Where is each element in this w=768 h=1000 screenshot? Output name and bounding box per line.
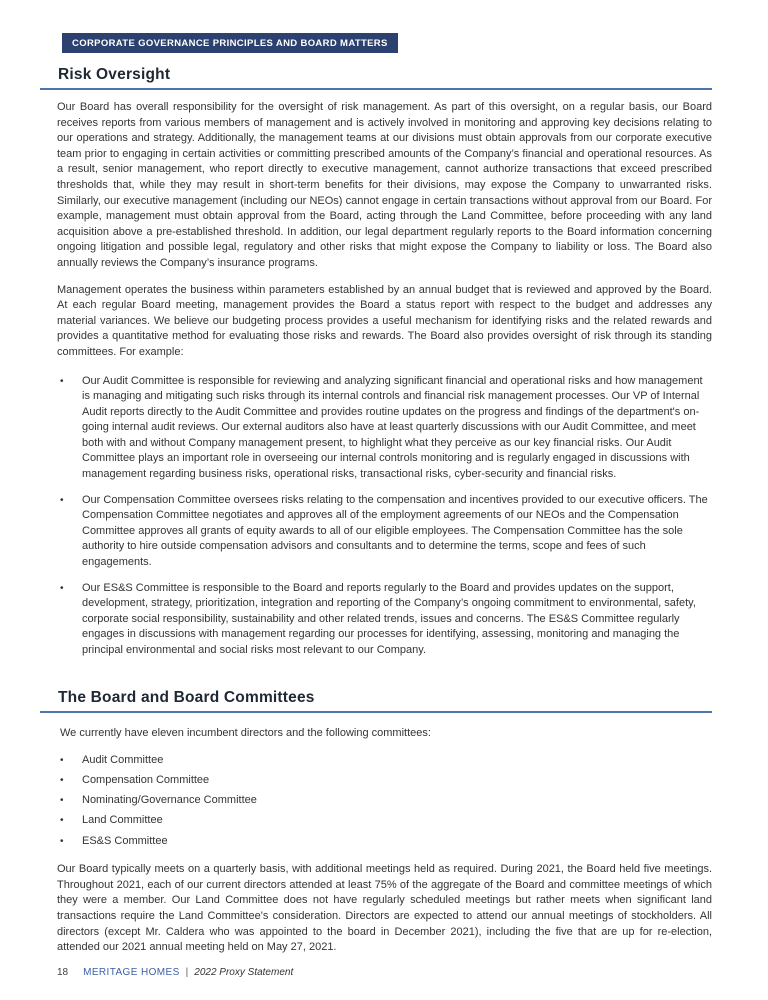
section-banner: CORPORATE GOVERNANCE PRINCIPLES AND BOARD MATTERS [62, 33, 398, 53]
page-number: 18 [57, 967, 69, 978]
list-item-land-committee [60, 813, 712, 829]
bullet-icon: • [60, 775, 64, 787]
bullet-icon: • [60, 582, 64, 594]
risk-oversight-paragraph-2: Management operates the business within parameters established by an annual budget that is reviewed and approved by the Board. At each regular Board meeting, management provides the Board a status report with respect to the budget and addresses any material variances. We believe our budgeting process provides a useful mechanism for identifying risks and the related rewards and provides a quantitative method for evaluating those risks and rewards. The Board also provides oversight of risk through its standing committees. For example: [57, 283, 712, 358]
section-title-risk-oversight: Risk Oversight [58, 66, 171, 83]
committee-name: Audit Committee [82, 754, 164, 767]
committee-name: ES&S Committee [82, 834, 168, 847]
section-title-board-committees: The Board and Board Committees [58, 688, 315, 706]
list-item-ess-committee [60, 834, 712, 850]
risk-oversight-bullet-list [60, 374, 712, 659]
bullet-text: Our ES&S Committee is responsible to the Board and reports regularly to the Board and provides updates on the support, development, strategy, prioritization, integration and reporting of the Company’s ongoing commitment to environmental, safety, corporate social responsibility, sustainability and other related trends, issues and concerns. The ES&S Committee regularly engages in discussions with management regarding our processes for identifying, assessing, monitoring and managing the principal environmental and social risks most relevant to our Company. [82, 581, 696, 656]
bullet-icon: • [60, 795, 64, 807]
bullet-item-audit-committee [60, 374, 712, 483]
bullet-item-ess-committee [60, 581, 712, 659]
list-item-nominating-governance-committee [60, 793, 712, 809]
list-item-compensation-committee [60, 773, 712, 789]
bullet-icon: • [60, 375, 64, 387]
committee-name: Land Committee [82, 814, 163, 827]
bullet-icon: • [60, 755, 64, 767]
committee-list [60, 753, 712, 849]
bullet-text: Our Audit Committee is responsible for reviewing and analyzing significant financial and operational risks and how management is managing and mitigating such risks through its internal controls and financial risk management processes. Our VP of Internal Audit reports directly to the Audit Committee and provides routine updates on the progress and findings of the department's on-going internal audit reviews. Our external auditors also have at least quarterly discussions with our Audit Committee, and meet both with and without Company management present, to highlight what they perceive as our key financial risks. Our Audit Committee plays an important role in overseeing our internal controls monitoring and is regularly engaged in discussions with management regarding business risks, operational risks, transactional risks, cyber-security and financial risks. [82, 374, 703, 481]
footer-separator: | [185, 967, 189, 978]
bullet-icon: • [60, 494, 64, 506]
board-meetings-paragraph: Our Board typically meets on a quarterly basis, with additional meetings held as required. During 2021, the Board held five meetings. Throughout 2021, each of our current directors attended at least 75% of the aggregate of the Board and committee meetings of which they were a member. Our Land Committee does not have regularly scheduled meetings but rather meets when significant land transactions require the Land Committee's consideration. Directors are expected to attend our annual meetings of stockholders. All directors (except Mr. Caldera who was appointed to the board in December 2021), including the five that are up for re-election, attended our 2021 annual meeting held on May 27, 2021. [57, 863, 712, 954]
bullet-icon: • [60, 835, 64, 847]
board-committees-intro: We currently have eleven incumbent directors and the following committees: [60, 726, 431, 739]
board-committees-header [40, 689, 712, 713]
committee-name: Compensation Committee [82, 774, 210, 787]
page-footer [57, 967, 293, 978]
bullet-icon: • [60, 815, 64, 827]
bullet-item-compensation-committee [60, 493, 712, 571]
risk-oversight-paragraph-1: Our Board has overall responsibility for the oversight of risk management. As part of this oversight, on a regular basis, our Board receives reports from various members of management and is actively involved in monitoring and approving key decisions relating to our operations and strategy. Additionally, the management teams at our divisions must obtain approvals from our corporate executive team prior to engaging in certain activities or committing prescribed amounts of the Company’s financial and operational resources. As a result, senior management, who report directly to executive management, cannot authorize transactions that exceed prescribed thresholds that, while they may result in short-term benefits for their divisions, may expose the Company to unwarranted risks. Similarly, our executive management (including our NEOs) cannot engage in certain transactions without approval from our Board. For example, management must obtain approval from the Board, acting through the Land Committee, before proceeding with any land acquisition above a pre-established threshold. In addition, our legal department regularly reports to the Board information concerning ongoing litigation and possible legal, regulatory and other risks that might expose the Company to liability or loss. The Board also annually reviews the Company’s insurance programs. [57, 101, 712, 269]
footer-company-name: MERITAGE HOMES [83, 967, 180, 978]
list-item-audit-committee [60, 753, 712, 769]
committee-name: Nominating/Governance Committee [82, 794, 257, 807]
footer-document-title: 2022 Proxy Statement [194, 967, 294, 978]
risk-oversight-header [40, 66, 712, 90]
bullet-text: Our Compensation Committee oversees risks relating to the compensation and incentives provided to our executive officers. The Compensation Committee negotiates and approves all of the employment agreements of our NEOs and the Compensation Committee approves all grants of equity awards to all of our eligible employees. The Compensation Committee has the sole authority to hire outside compensation advisors and consultants and to determine the terms, scope and fees of such engagements. [82, 493, 708, 569]
